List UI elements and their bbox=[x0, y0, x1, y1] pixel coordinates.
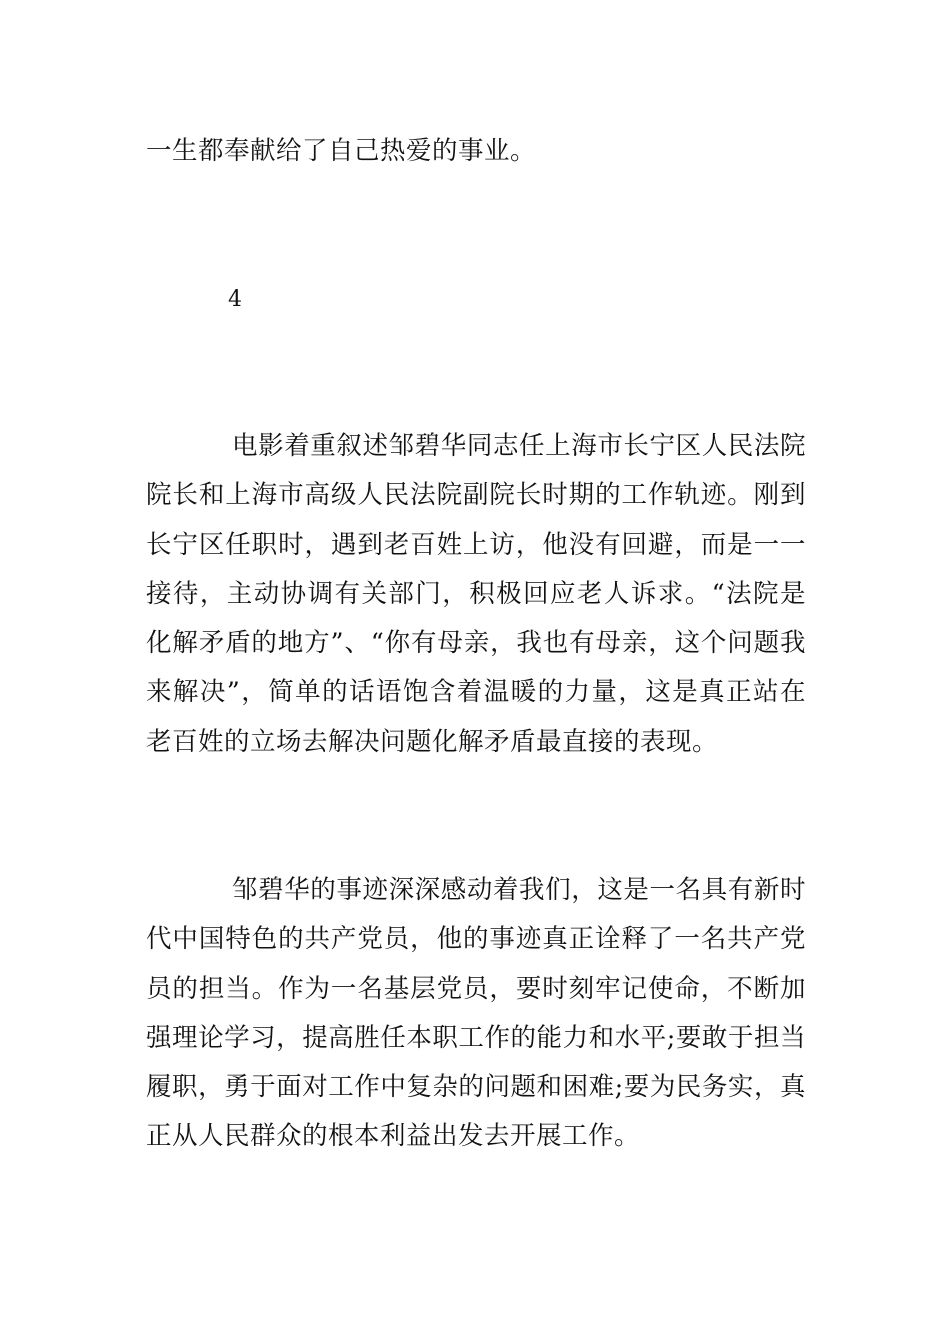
paragraph-reflection: 邹碧华的事迹深深感动着我们，这是一名具有新时代中国特色的共产党员，他的事迹真正诠释了一名共产党员的担当。作为一名基层党员，要时刻牢记使命，不断加强理论学习，提高胜任本职工作的能力和水平;要敢于担当履职，勇于面对工作中复杂的问题和困难;要为民务实，真正从人民群众的根本利益出发去开展工作。 bbox=[146, 875, 806, 1152]
paragraph-film-description: 电影着重叙述邹碧华同志任上海市长宁区人民法院院长和上海市高级人民法院副院长时期的工作轨迹。刚到长宁区任职时，遇到老百姓上访，他没有回避，而是一一接待，主动协调有关部门，积极回应老人诉求。“法院是化解矛盾的地方”、“你有母亲，我也有母亲，这个问题我来解决”，简单的话语饱含着温暖的力量，这是真正站在老百姓的立场去解决问题化解矛盾最直接的表现。 bbox=[146, 431, 806, 757]
continuation-line: 一生都奉献给了自己热爱的事业。 bbox=[146, 136, 537, 166]
page-number: 4 bbox=[228, 287, 242, 312]
